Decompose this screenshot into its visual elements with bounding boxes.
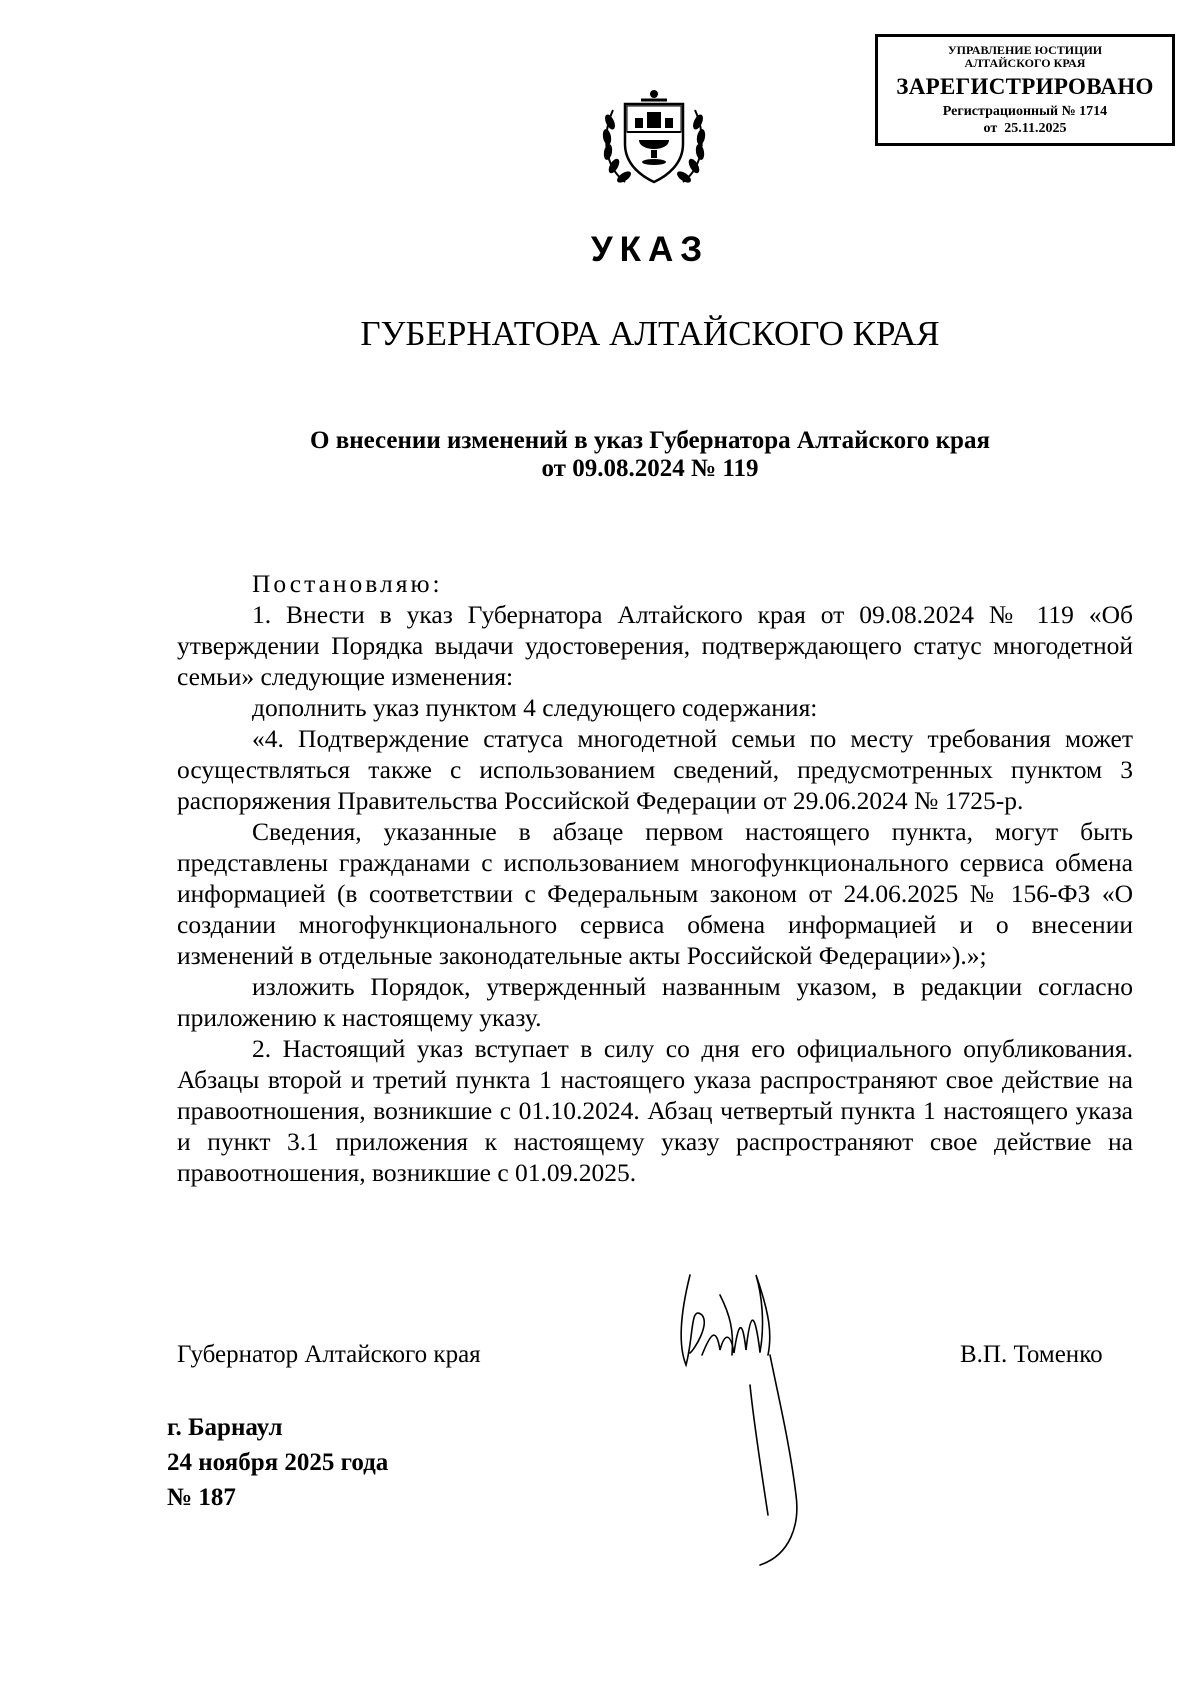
stamp-reg-number: Регистрационный № 1714 xyxy=(942,104,1108,119)
document-number: № 187 xyxy=(167,1484,236,1511)
document-type: УКАЗ xyxy=(590,230,710,269)
signatory-position: Губернатор Алтайского края xyxy=(177,1341,481,1368)
subject-line-2: от 09.08.2024 № 119 xyxy=(541,455,759,482)
paragraph-3: «4. Подтверждение статуса многодетной семьи по месту требования может осуществляться также с использованием сведений, предусмотренных пунктом 3 распоряжения Правительства Российской Федерации от 29.06.2024 № 1725-р. xyxy=(177,724,1133,815)
document-issuer: ГУБЕРНАТОРА АЛТАЙСКОГО КРАЯ xyxy=(360,314,940,353)
document-subject xyxy=(150,427,1150,483)
paragraph-5: изложить Порядок, утвержденный названным указом, в редакции согласно приложению к настоящему указу. xyxy=(177,972,1133,1032)
paragraph-4: Сведения, указанные в абзаце первом настоящего пункта, могут быть представлены гражданами с использованием многофункционального сервиса обмена информацией (в соответствии с Федеральным законом от 24.06.2025 № 156-ФЗ «О создании многофункционального сервиса обмена информацией и о внесении изменений в отдельные законодательные акты Российской Федерации»).»; xyxy=(177,817,1133,970)
stamp-reg-date: от 25.11.2025 xyxy=(983,121,1067,136)
document-body xyxy=(177,568,1133,1188)
decree-word: Постановляю: xyxy=(252,569,443,598)
paragraph-1: 1. Внести в указ Губернатора Алтайского края от 09.08.2024 № 119 «Об утверждении Порядка выдачи удостоверения, подтверждающего статус многодетной семьи» следующие изменения: xyxy=(177,600,1133,691)
signatory-name: В.П. Томенко xyxy=(960,1341,1103,1368)
paragraph-2: дополнить указ пунктом 4 следующего содержания: xyxy=(252,693,818,722)
stamp-status: ЗАРЕГИСТРИРОВАНО xyxy=(896,74,1154,99)
stamp-authority-line2: АЛТАЙСКОГО КРАЯ xyxy=(964,56,1086,70)
stamp-authority-line1: УПРАВЛЕНИЕ ЮСТИЦИИ xyxy=(947,43,1103,57)
place: г. Барнаул xyxy=(167,1414,283,1441)
registration-stamp xyxy=(875,34,1175,146)
handwritten-signature xyxy=(650,1255,880,1575)
subject-line-1: О внесении изменений в указ Губернатора Алтайского края xyxy=(310,427,990,454)
date: 24 ноября 2025 года xyxy=(167,1449,389,1476)
coat-of-arms-emblem xyxy=(595,82,713,194)
paragraph-6: 2. Настоящий указ вступает в силу со дня его официального опубликования. Абзацы второй и третий пункта 1 настоящего указа распространяют свое действие на правоотношения, возникшие с 01.10.2024. Абзац четвертый пункта 1 настоящего указа и пункт 3.1 приложения к настоящему указу распространяют свое действие на правоотношения, возникшие с 01.09.2025. xyxy=(177,1034,1133,1187)
place-and-date xyxy=(167,1410,388,1515)
